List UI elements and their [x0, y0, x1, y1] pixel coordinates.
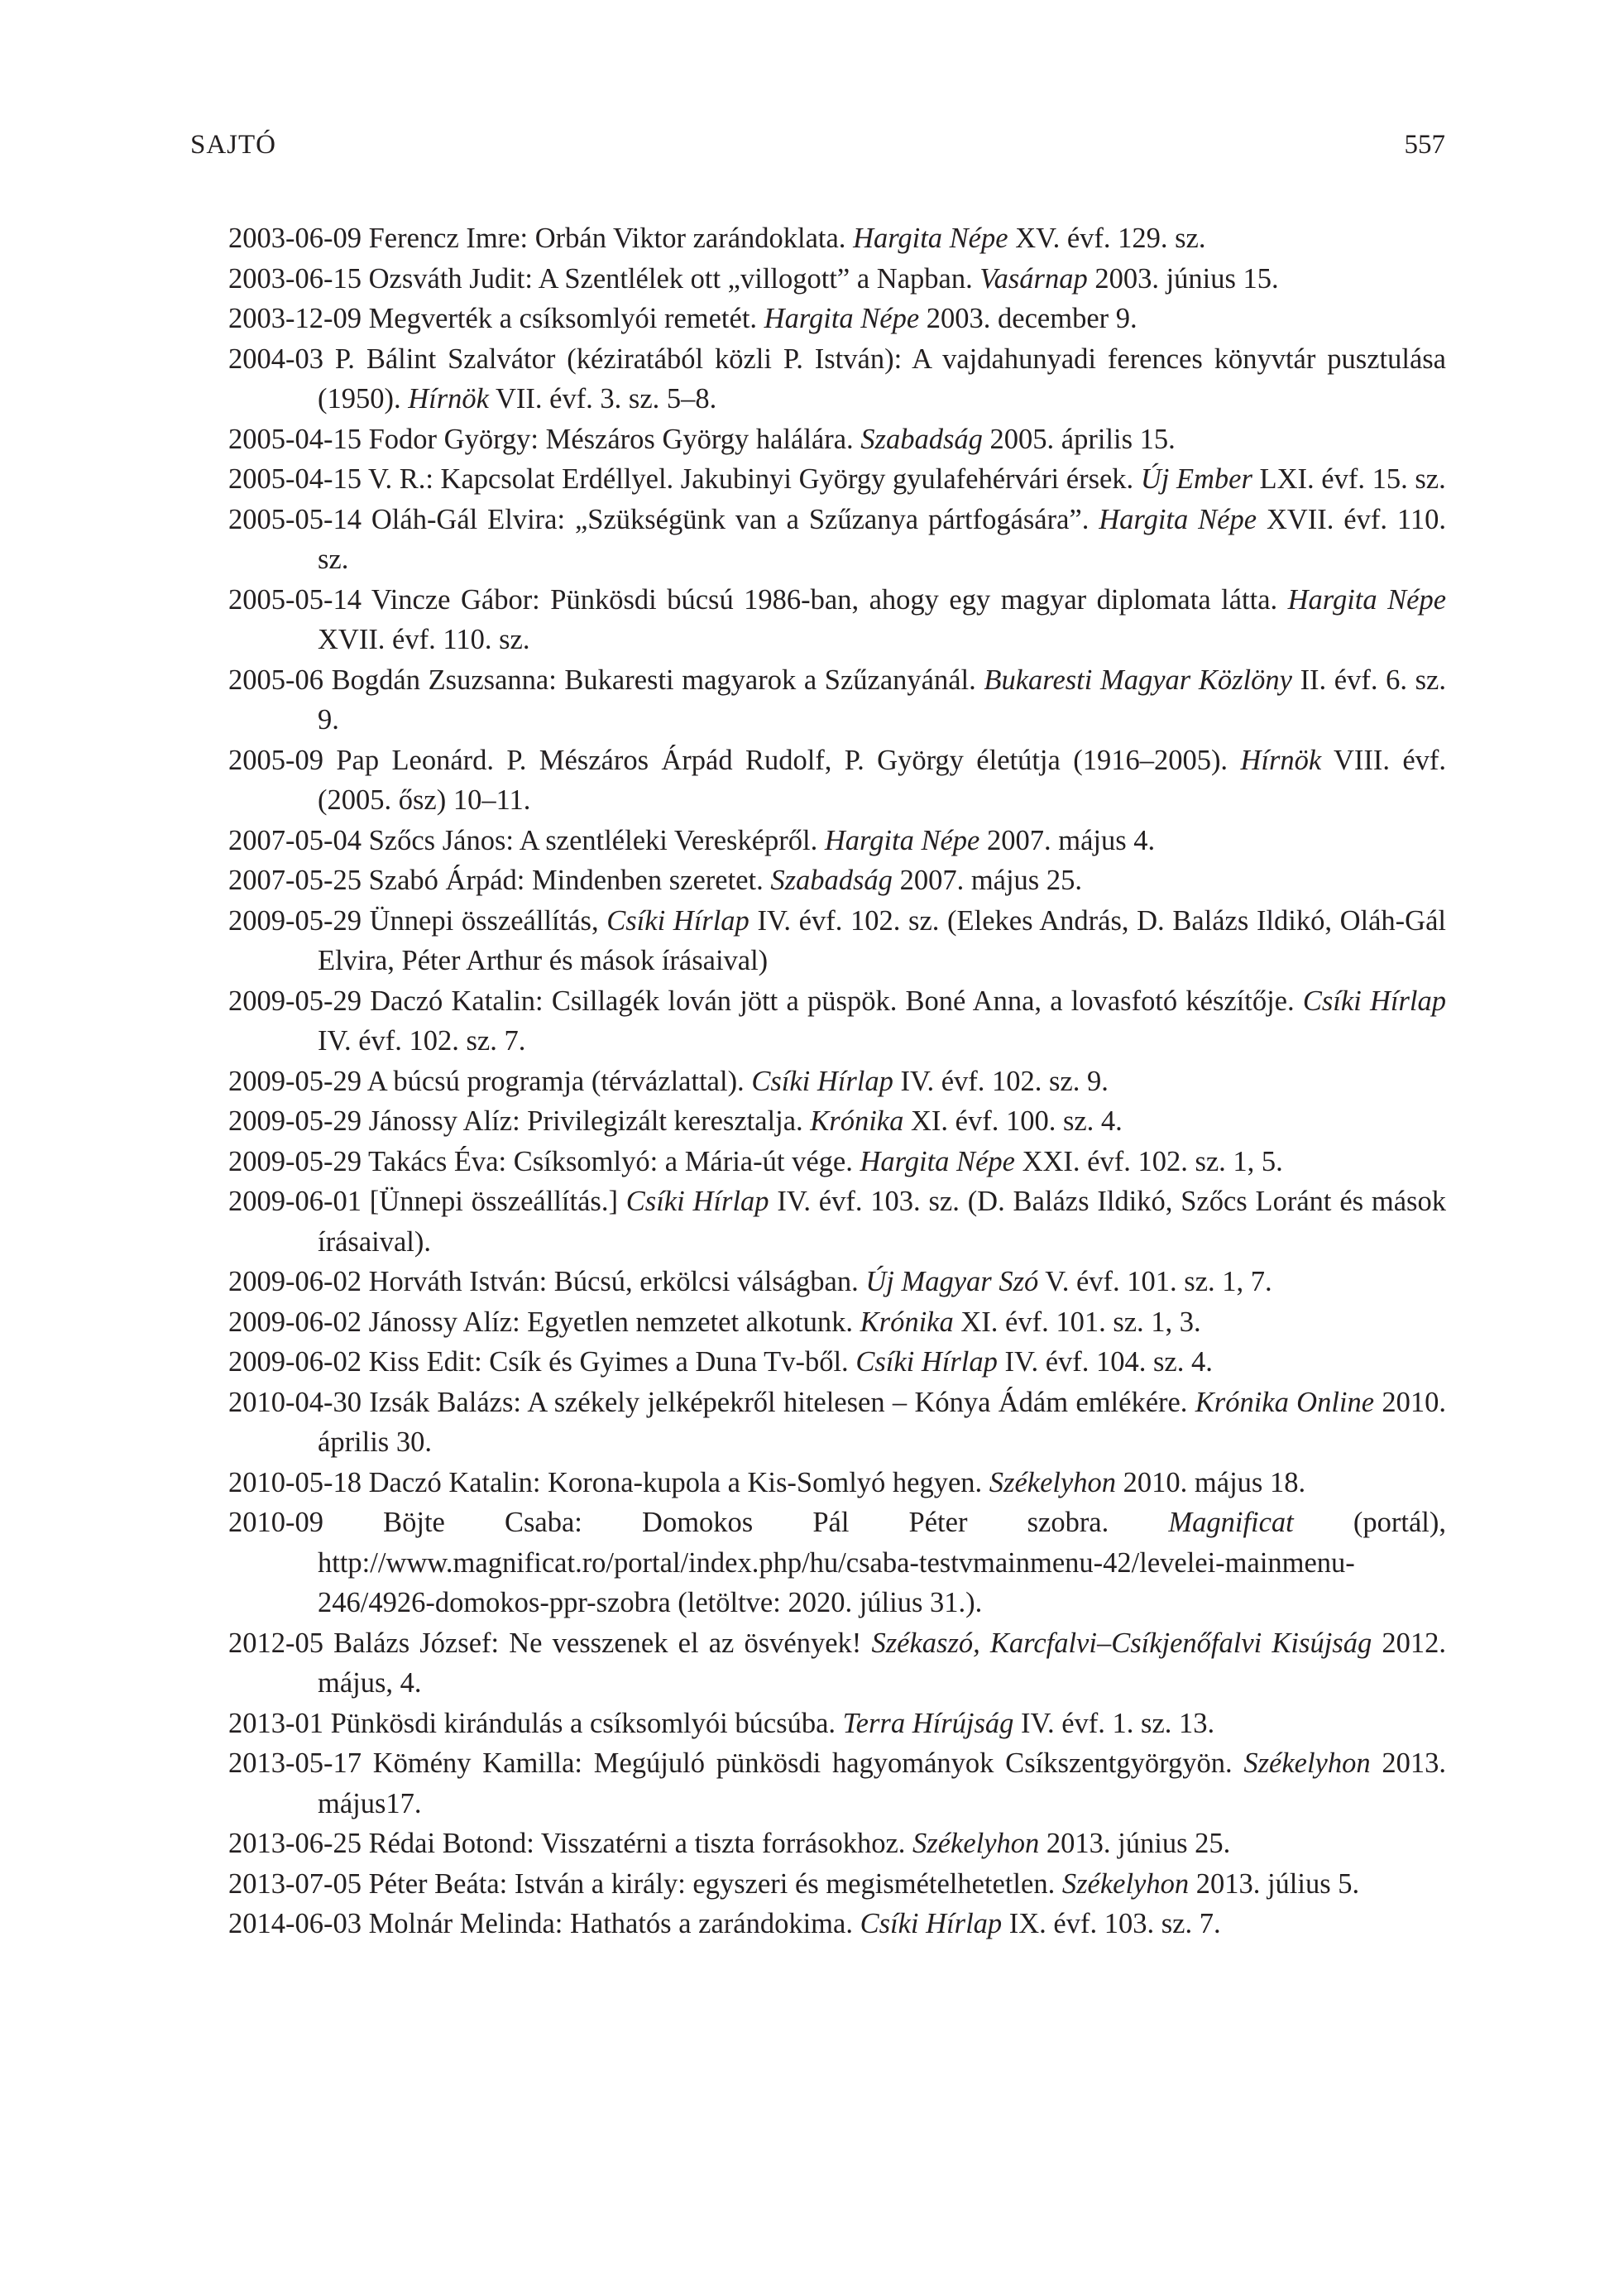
entry-text: 2009-05-29 Daczó Katalin: Csillagék lován jött a püspök. Boné Anna, a lovasfotó készítője.	[228, 985, 1303, 1017]
entry-text: VII. évf. 3. sz. 5–8.	[488, 383, 717, 415]
entry-text: LXI. évf. 15. sz.	[1252, 463, 1446, 495]
bibliography-entry	[228, 1383, 1446, 1463]
publication-title: Terra Hírújság	[842, 1707, 1014, 1739]
entry-text: 2010-09 Böjte Csaba: Domokos Pál Péter szobra.	[228, 1507, 1169, 1538]
entry-text: 2003-06-15 Ozsváth Judit: A Szentlélek ott „villogott” a Napban.	[228, 262, 980, 295]
entry-text: 2013. július 5.	[1189, 1867, 1360, 1900]
entry-text: 2010. május 18.	[1116, 1466, 1306, 1498]
entry-text: XVII. évf. 110. sz.	[318, 624, 530, 655]
publication-title: Csíki Hírlap	[860, 1908, 1003, 1939]
bibliography-entry	[228, 1101, 1446, 1142]
bibliography-entry	[228, 860, 1446, 901]
entry-text: 2005-09 Pap Leonárd. P. Mészáros Árpád Rudolf, P. György életútja (1916–2005).	[228, 744, 1241, 776]
entry-text: 2007-05-25 Szabó Árpád: Mindenben szeretet.	[228, 865, 771, 896]
bibliography-entry	[228, 1623, 1446, 1704]
entry-text: 2013-06-25 Rédai Botond: Visszatérni a tiszta forrásokhoz.	[228, 1828, 913, 1859]
entry-text: 2005-05-14 Oláh-Gál Elvira: „Szükségünk van a Szűzanya pártfogására”.	[228, 503, 1099, 535]
entry-text: 2010-05-18 Daczó Katalin: Korona-kupola a Kis-Somlyó hegyen.	[228, 1466, 989, 1498]
publication-title: Hargita Népe	[853, 223, 1008, 254]
publication-title: Bukaresti Magyar Közlöny	[984, 664, 1292, 696]
entry-text: 2009-06-01 [Ünnepi összeállítás.]	[228, 1186, 626, 1217]
entry-text: 2005-04-15 V. R.: Kapcsolat Erdéllyel. Jakubinyi György gyulafehérvári érsek.	[228, 463, 1141, 495]
publication-title: Hargita Népe	[860, 1145, 1015, 1177]
entry-text: IV. évf. 103. sz. (D. Balázs Ildikó, Szőcs Loránt és mások írásaival).	[318, 1186, 1446, 1258]
entry-text: 2009-05-29 A búcsú programja (térvázlattal).	[228, 1065, 752, 1097]
entry-text: VIII. évf. (2005. ősz) 10–11.	[318, 744, 1446, 816]
entry-text: XV. évf. 129. sz.	[1008, 223, 1206, 254]
entry-text: XI. évf. 100. sz. 4.	[903, 1105, 1123, 1137]
entry-text: 2005-06 Bogdán Zsuzsanna: Bukaresti magyarok a Szűzanyánál.	[228, 664, 984, 696]
publication-title: Csíki Hírlap	[1302, 985, 1446, 1017]
publication-title: Krónika Online	[1195, 1386, 1375, 1418]
entry-text: 2004-03 P. Bálint Szalvátor (kéziratából közli P. István): A vajdahunyadi ferences könyvtár pusztulása (1950).	[228, 343, 1446, 415]
publication-title: Székelyhon	[989, 1466, 1117, 1498]
bibliography-entry	[228, 981, 1446, 1062]
entry-text: 2005. április 15.	[982, 423, 1176, 455]
entry-text: (portál), http://www.magnificat.ro/portal/index.php/hu/csaba-testvmainmenu-42/levelei-mainmenu-246/4926-domokos-ppr-szobra (letöltve: 2020. július 31.).	[318, 1507, 1446, 1618]
bibliography-entry	[228, 1864, 1446, 1905]
publication-title: Krónika	[810, 1105, 904, 1137]
entry-text: 2009-06-02 Horváth István: Búcsú, erkölcsi válságban.	[228, 1266, 866, 1297]
publication-title: Vasárnap	[979, 262, 1088, 295]
bibliography-entry	[228, 580, 1446, 660]
bibliography-entry	[228, 1342, 1446, 1383]
publication-title: Hírnök	[408, 383, 489, 415]
bibliography-entry	[228, 1503, 1446, 1623]
entry-text: 2010-04-30 Izsák Balázs: A székely jelképekről hitelesen – Kónya Ádám emlékére.	[228, 1386, 1195, 1418]
publication-title: Székelyhon	[1243, 1747, 1371, 1779]
entry-text: 2012. május, 4.	[318, 1627, 1446, 1699]
entry-text: 2009-05-29 Ünnepi összeállítás,	[228, 904, 607, 937]
entry-text: IV. évf. 104. sz. 4.	[997, 1346, 1213, 1378]
publication-title: Szabadság	[860, 423, 983, 455]
entry-text: XVII. évf. 110. sz.	[318, 503, 1446, 575]
entry-text: 2010. április 30.	[318, 1386, 1447, 1458]
entry-text: IV. évf. 102. sz. 9.	[893, 1065, 1109, 1097]
entry-text: 2003. június 15.	[1087, 262, 1279, 295]
bibliography-entry	[228, 259, 1446, 300]
bibliography-entry	[228, 419, 1446, 460]
running-head	[190, 124, 1445, 165]
bibliography-entry	[228, 741, 1446, 821]
entry-text: 2007. május 4.	[979, 824, 1156, 856]
bibliography-entry	[228, 1302, 1446, 1343]
bibliography-entry	[228, 1704, 1446, 1744]
entry-text: IX. évf. 103. sz. 7.	[1002, 1908, 1221, 1939]
bibliography-entry	[228, 1142, 1446, 1182]
bibliography-entry	[228, 901, 1446, 981]
entry-text: 2007. május 25.	[892, 865, 1082, 896]
entry-text: 2003-06-09 Ferencz Imre: Orbán Viktor zarándoklata.	[228, 223, 854, 254]
entry-text: XXI. évf. 102. sz. 1, 5.	[1014, 1145, 1283, 1177]
publication-title: Csíki Hírlap	[751, 1065, 893, 1097]
publication-title: Hírnök	[1240, 744, 1322, 776]
publication-title: Hargita Népe	[824, 824, 980, 856]
bibliography-entry	[228, 660, 1446, 741]
entry-text: 2012-05 Balázs József: Ne vesszenek el az ösvények!	[228, 1627, 872, 1659]
publication-title: Krónika	[860, 1306, 954, 1338]
entry-text: II. évf. 6. sz. 9.	[318, 664, 1446, 736]
entry-text: 2009-05-29 Takács Éva: Csíksomlyó: a Mária-út vége.	[228, 1145, 860, 1177]
entry-text: 2013. május17.	[318, 1747, 1446, 1819]
bibliography-entry	[228, 821, 1446, 861]
publication-title: Csíki Hírlap	[606, 904, 750, 937]
bibliography-entry	[228, 1182, 1446, 1262]
entry-text: 2013. június 25.	[1039, 1828, 1231, 1859]
entry-text: IV. évf. 102. sz. (Elekes András, D. Balázs Ildikó, Oláh-Gál Elvira, Péter Arthur és mások írásaival)	[318, 904, 1446, 976]
publication-title: Hargita Népe	[1099, 503, 1257, 535]
publication-title: Új Ember	[1140, 463, 1252, 495]
entry-text: 2009-06-02 Jánossy Alíz: Egyetlen nemzetet alkotunk.	[228, 1306, 860, 1338]
bibliography-entry	[228, 1824, 1446, 1864]
entry-text: 2005-04-15 Fodor György: Mészáros György halálára.	[228, 423, 861, 455]
entry-text: 2013-05-17 Kömény Kamilla: Megújuló pünkösdi hagyományok Csíkszentgyörgyön.	[228, 1747, 1244, 1779]
publication-title: Csíki Hírlap	[855, 1346, 998, 1378]
publication-title: Szabadság	[770, 865, 893, 896]
bibliography-entry	[228, 299, 1446, 339]
publication-title: Székaszó, Karcfalvi–Csíkjenőfalvi Kisújság	[871, 1627, 1372, 1659]
entry-text: 2009-05-29 Jánossy Alíz: Privilegizált keresztalja.	[228, 1105, 811, 1137]
bibliography-entry	[228, 1062, 1446, 1102]
bibliography-entry	[228, 459, 1446, 500]
bibliography-entry	[228, 339, 1446, 419]
entry-text: IV. évf. 1. sz. 13.	[1013, 1707, 1215, 1739]
entry-text: 2013-01 Pünkösdi kirándulás a csíksomlyói búcsúba.	[228, 1707, 843, 1739]
bibliography-entry	[228, 1262, 1446, 1302]
publication-title: Székelyhon	[1061, 1867, 1190, 1900]
bibliography-entry	[228, 218, 1446, 259]
bibliography-entry	[228, 1463, 1446, 1503]
bibliography-entry	[228, 1743, 1446, 1824]
entry-text: 2014-06-03 Molnár Melinda: Hathatós a zarándokima.	[228, 1908, 860, 1939]
entry-text: 2009-06-02 Kiss Edit: Csík és Gyimes a Duna Tv-ből.	[228, 1346, 856, 1378]
bibliography-entry	[228, 500, 1446, 580]
entry-text: V. évf. 101. sz. 1, 7.	[1038, 1266, 1272, 1297]
publication-title: Székelyhon	[912, 1828, 1040, 1859]
publication-title: Magnificat	[1168, 1507, 1294, 1538]
page-number: 557	[1404, 130, 1445, 160]
section-title: SAJTÓ	[190, 130, 277, 160]
publication-title: Csíki Hírlap	[625, 1186, 769, 1217]
entry-text: 2013-07-05 Péter Beáta: István a király: egyszeri és megismételhetetlen.	[228, 1867, 1062, 1900]
entry-text: 2003. december 9.	[919, 303, 1137, 334]
publication-title: Hargita Népe	[1287, 583, 1447, 616]
entry-text: IV. évf. 102. sz. 7.	[318, 1025, 526, 1057]
entry-text: 2007-05-04 Szőcs János: A szentléleki Veresképről.	[228, 824, 825, 856]
bibliography-entry	[228, 1904, 1446, 1944]
bibliography-list	[228, 218, 1446, 1944]
publication-title: Hargita Népe	[764, 303, 920, 334]
entry-text: 2003-12-09 Megverték a csíksomlyói remetét.	[228, 303, 764, 334]
entry-text: XI. évf. 101. sz. 1, 3.	[953, 1306, 1201, 1338]
publication-title: Új Magyar Szó	[865, 1266, 1039, 1297]
entry-text: 2005-05-14 Vincze Gábor: Pünkösdi búcsú 1986-ban, ahogy egy magyar diplomata látta.	[228, 583, 1288, 616]
